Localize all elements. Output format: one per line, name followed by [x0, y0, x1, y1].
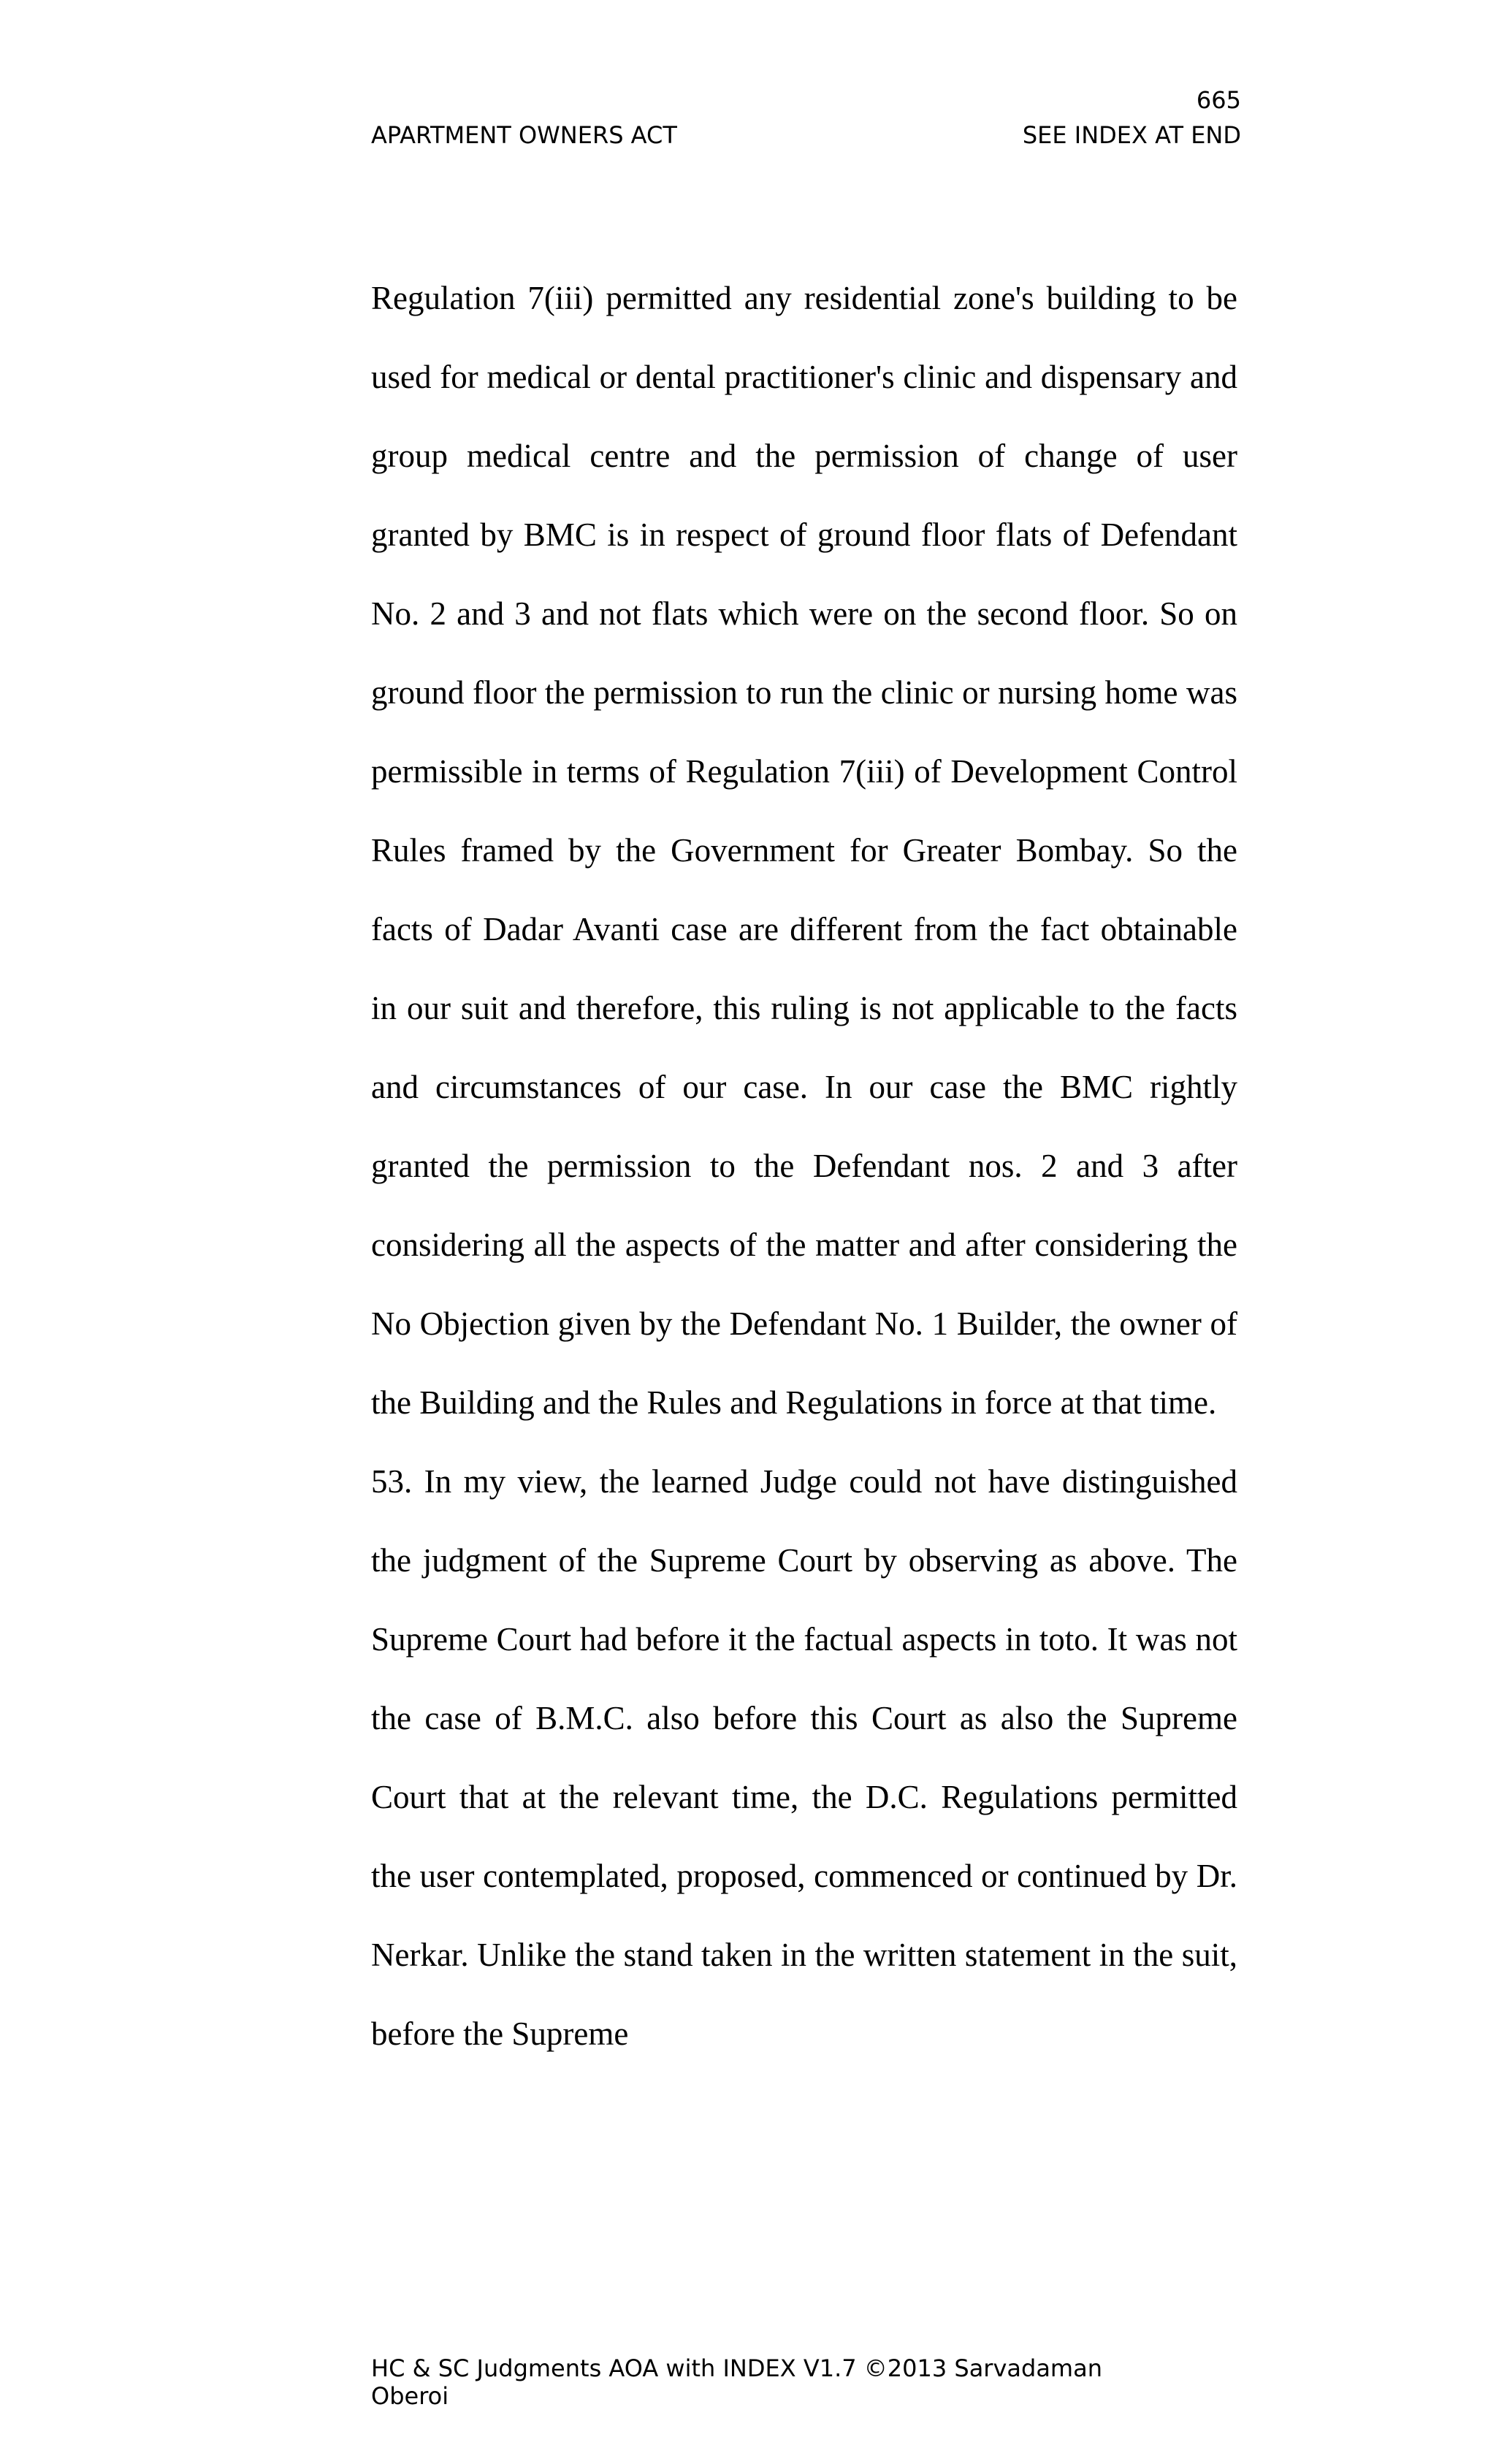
page-number: 665 — [1196, 86, 1241, 114]
running-header-title: APARTMENT OWNERS ACT — [371, 121, 677, 149]
paragraph-53: 53. In my view, the learned Judge could not have distinguished the judgment of the Supreme Court by observing as above. The Supreme Court had before it the factual aspects in toto. It was not the case of B.M.C. also before this Court as also the Supreme Court that at the relevant time, the D.C. Regulations permitted the user contemplated, proposed, commenced or continued by Dr. Nerkar. Unlike the stand taken in the written statement in the suit, before the Supreme — [371, 1463, 1237, 2052]
running-header-index-note: SEE INDEX AT END — [1022, 121, 1241, 149]
paragraph: Regulation 7(iii) permitted any residential zone's building to be used for medical or dental practitioner's clinic and dispensary and group medical centre and the permission of change of user granted by BMC is in respect of ground floor flats of Defendant No. 2 and 3 and not flats which were on the second floor. So on ground floor the permission to run the clinic or nursing home was permissible in terms of Regulation 7(iii) of Development Control Rules framed by the Government for Greater Bombay. So the facts of Dadar Avanti case are different from the fact obtainable in our suit and therefore, this ruling is not applicable to the facts and circumstances of our case. In our case the BMC rightly granted the permission to the Defendant nos. 2 and 3 after considering all the aspects of the matter and after considering the No Objection given by the Defendant No. 1 Builder, the owner of the Building and the Rules and Regulations in force at that time. — [371, 280, 1237, 1421]
document-body — [371, 259, 1237, 2073]
page-footer: HC & SC Judgments AOA with INDEX V1.7 ©2013 Sarvadaman Oberoi — [371, 2354, 1102, 2410]
